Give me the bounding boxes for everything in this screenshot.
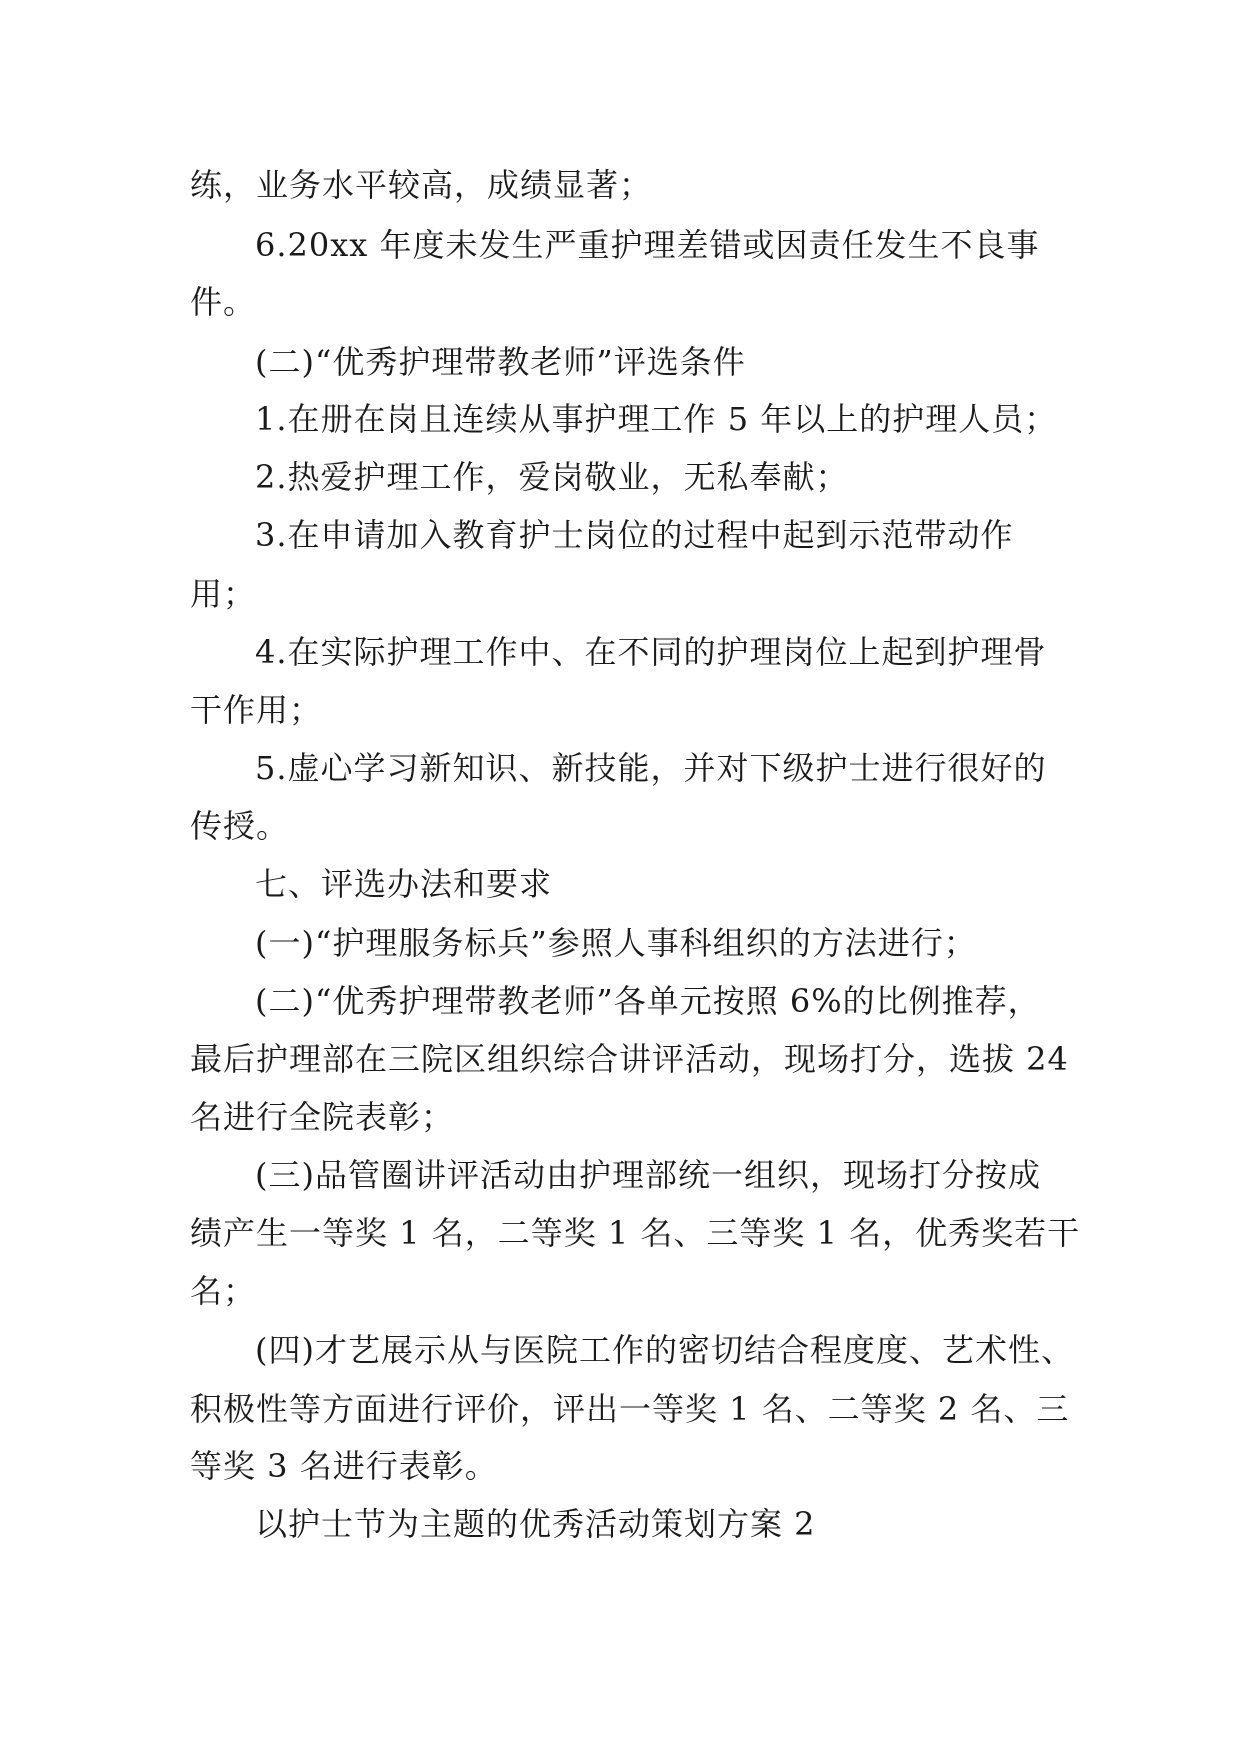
text-line: 1.在册在岗且连续从事护理工作 5 年以上的护理人员； bbox=[255, 400, 1058, 438]
text-line: 5.虚心学习新知识、新技能，并对下级护士进行很好的 bbox=[255, 749, 1047, 787]
text-line: (二)“优秀护理带教老师”各单元按照 6%的比例推荐， bbox=[255, 982, 1041, 1020]
text-line: 4.在实际护理工作中、在不同的护理岗位上起到护理骨 bbox=[255, 633, 1047, 671]
text-line: 2.热爱护理工作，爱岗敬业，无私奉献； bbox=[255, 458, 849, 496]
text-line: 名； bbox=[190, 1272, 257, 1310]
text-line: (三)品管圈讲评活动由护理部统一组织，现场打分按成 bbox=[255, 1156, 1041, 1194]
section-heading: (二)“优秀护理带教老师”评选条件 bbox=[255, 343, 746, 381]
text-line: 6.20xx 年度未发生严重护理差错或因责任发生不良事 bbox=[255, 226, 1040, 264]
text-line: 用； bbox=[190, 575, 257, 613]
text-line: (一)“护理服务标兵”参照人事科组织的方法进行； bbox=[255, 924, 977, 962]
text-line: 练，业务水平较高，成绩显著； bbox=[190, 166, 653, 204]
text-line: 名进行全院表彰； bbox=[190, 1098, 455, 1136]
text-line: 等奖 3 名进行表彰。 bbox=[190, 1447, 498, 1485]
text-line: 最后护理部在三院区组织综合讲评活动，现场打分，选拔 24 bbox=[190, 1040, 1069, 1078]
text-line: 干作用； bbox=[190, 691, 323, 729]
text-line: 传授。 bbox=[190, 807, 290, 845]
text-line: 绩产生一等奖 1 名，二等奖 1 名、三等奖 1 名，优秀奖若干 bbox=[190, 1214, 1081, 1252]
text-line: 件。 bbox=[190, 283, 257, 321]
text-line: 3.在申请加入教育护士岗位的过程中起到示范带动作 bbox=[255, 516, 1014, 554]
text-line: 积极性等方面进行评价，评出一等奖 1 名、二等奖 2 名、三 bbox=[190, 1390, 1070, 1428]
text-line: (四)才艺展示从与医院工作的密切结合程度度、艺术性、 bbox=[255, 1331, 1074, 1369]
section-heading: 七、评选办法和要求 bbox=[255, 865, 553, 903]
document-subtitle: 以护士节为主题的优秀活动策划方案 2 bbox=[255, 1505, 816, 1543]
